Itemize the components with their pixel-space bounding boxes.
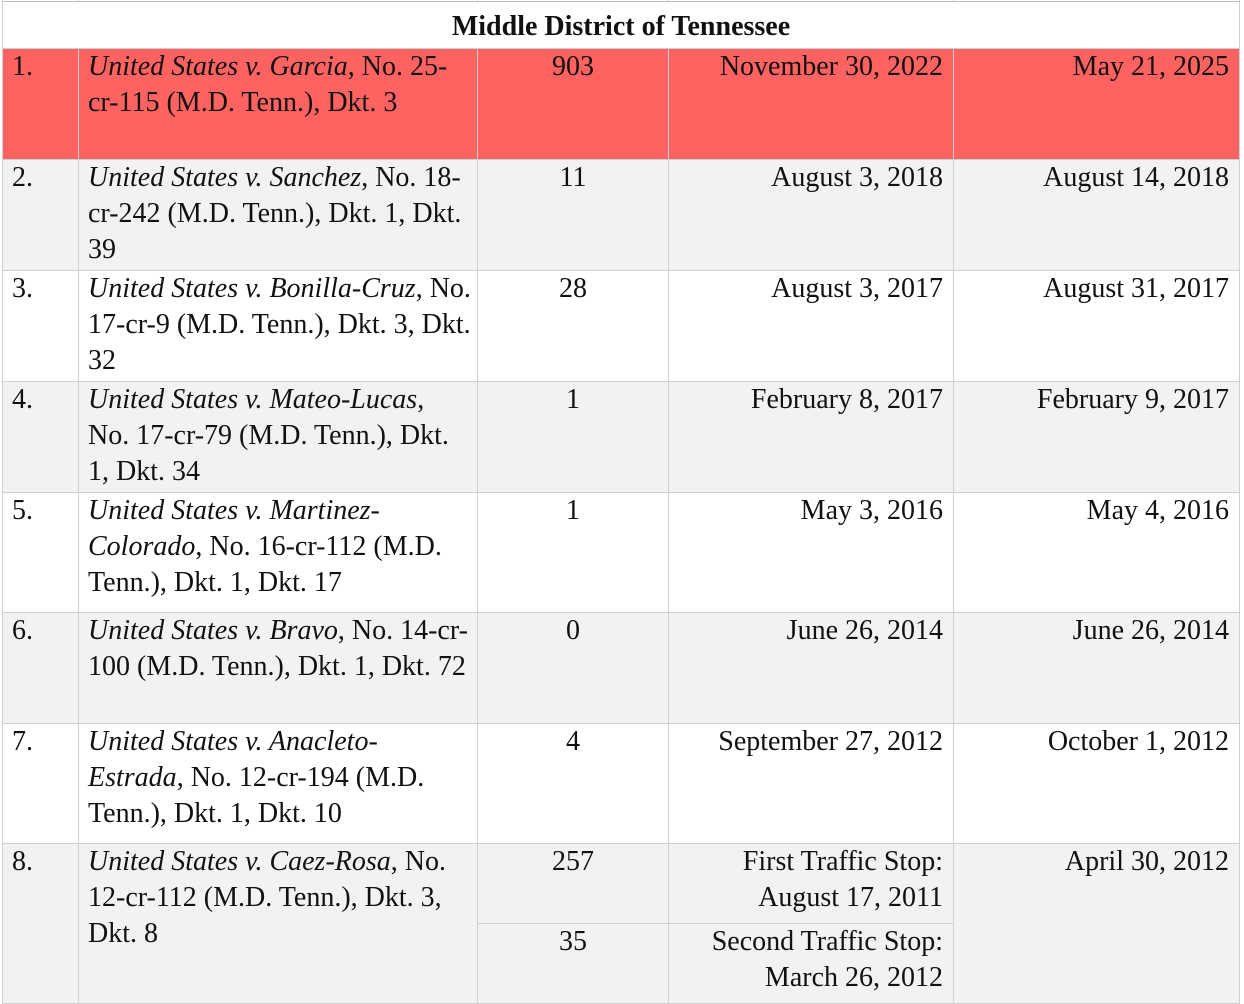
count-cell: 1 — [478, 382, 669, 493]
date-cell: May 3, 2016 — [669, 493, 954, 613]
table-row — [3, 160, 1240, 271]
date-cell: May 21, 2025 — [954, 49, 1240, 160]
table-row — [3, 49, 1240, 160]
count-cell: 35 — [478, 924, 669, 1004]
case-citation — [79, 160, 478, 271]
case-name: United States v. Bonilla-Cruz — [88, 273, 416, 304]
count-cell: 4 — [478, 724, 669, 844]
case-name: United States v. Bravo — [88, 615, 338, 646]
date-cell: Second Traffic Stop: March 26, 2012 — [669, 924, 954, 1004]
table-row — [3, 724, 1240, 844]
case-docket: , No. 17-cr-9 (M.D. Tenn.), Dkt. 3, Dkt. 32 — [88, 273, 471, 376]
date-cell: August 3, 2017 — [669, 271, 954, 382]
row-number: 7. — [3, 724, 79, 844]
date-cell: November 30, 2022 — [669, 49, 954, 160]
case-name: United States v. Sanchez — [88, 162, 362, 193]
date-cell: September 27, 2012 — [669, 724, 954, 844]
district-title: Middle District of Tennessee — [3, 2, 1240, 49]
date-cell: August 3, 2018 — [669, 160, 954, 271]
table-row — [3, 271, 1240, 382]
case-citation — [79, 49, 478, 160]
case-name: United States v. Anacleto-Estrada — [88, 726, 378, 793]
date-cell: February 8, 2017 — [669, 382, 954, 493]
case-docket: , No. 17-cr-79 (M.D. Tenn.), Dkt. 1, Dkt. 34 — [88, 384, 449, 487]
case-name: United States v. Mateo-Lucas — [88, 384, 418, 415]
count-cell: 903 — [478, 49, 669, 160]
case-name: United States v. Martinez-Colorado — [88, 495, 380, 562]
row-number: 5. — [3, 493, 79, 613]
case-name: United States v. Caez-Rosa — [88, 846, 391, 877]
case-name: United States v. Garcia — [88, 51, 348, 82]
date-cell: August 14, 2018 — [954, 160, 1240, 271]
count-cell: 11 — [478, 160, 669, 271]
date-cell: June 26, 2014 — [954, 613, 1240, 724]
date-cell: June 26, 2014 — [669, 613, 954, 724]
case-citation — [79, 271, 478, 382]
case-docket: , No. 12-cr-112 (M.D. Tenn.), Dkt. 3, Dkt. 8 — [88, 846, 446, 949]
district-title-row — [3, 2, 1240, 49]
count-cell: 0 — [478, 613, 669, 724]
table-row — [3, 493, 1240, 613]
case-citation — [79, 493, 478, 613]
row-number: 4. — [3, 382, 79, 493]
count-cell: 1 — [478, 493, 669, 613]
table-row — [3, 844, 1240, 924]
case-docket: , No. 16-cr-112 (M.D. Tenn.), Dkt. 1, Dkt. 17 — [88, 531, 442, 598]
case-docket: , No. 25-cr-115 (M.D. Tenn.), Dkt. 3 — [88, 51, 448, 118]
date-cell: First Traffic Stop: August 17, 2011 — [669, 844, 954, 924]
date-cell: April 30, 2012 — [954, 844, 1240, 1004]
row-number: 8. — [3, 844, 79, 1004]
table-row — [3, 613, 1240, 724]
case-citation — [79, 382, 478, 493]
case-docket: , No. 12-cr-194 (M.D. Tenn.), Dkt. 1, Dkt. 10 — [88, 762, 425, 829]
row-number: 2. — [3, 160, 79, 271]
case-citation — [79, 724, 478, 844]
case-table — [2, 0, 1240, 1004]
row-number: 3. — [3, 271, 79, 382]
case-citation — [79, 613, 478, 724]
count-cell: 257 — [478, 844, 669, 924]
date-cell: May 4, 2016 — [954, 493, 1240, 613]
row-number: 1. — [3, 49, 79, 160]
table-row — [3, 382, 1240, 493]
date-cell: August 31, 2017 — [954, 271, 1240, 382]
date-cell: February 9, 2017 — [954, 382, 1240, 493]
case-docket: , No. 14-cr-100 (M.D. Tenn.), Dkt. 1, Dkt. 72 — [88, 615, 468, 682]
row-number: 6. — [3, 613, 79, 724]
case-docket: , No. 18-cr-242 (M.D. Tenn.), Dkt. 1, Dkt. 39 — [88, 162, 462, 265]
count-cell: 28 — [478, 271, 669, 382]
date-cell: October 1, 2012 — [954, 724, 1240, 844]
case-citation — [79, 844, 478, 1004]
